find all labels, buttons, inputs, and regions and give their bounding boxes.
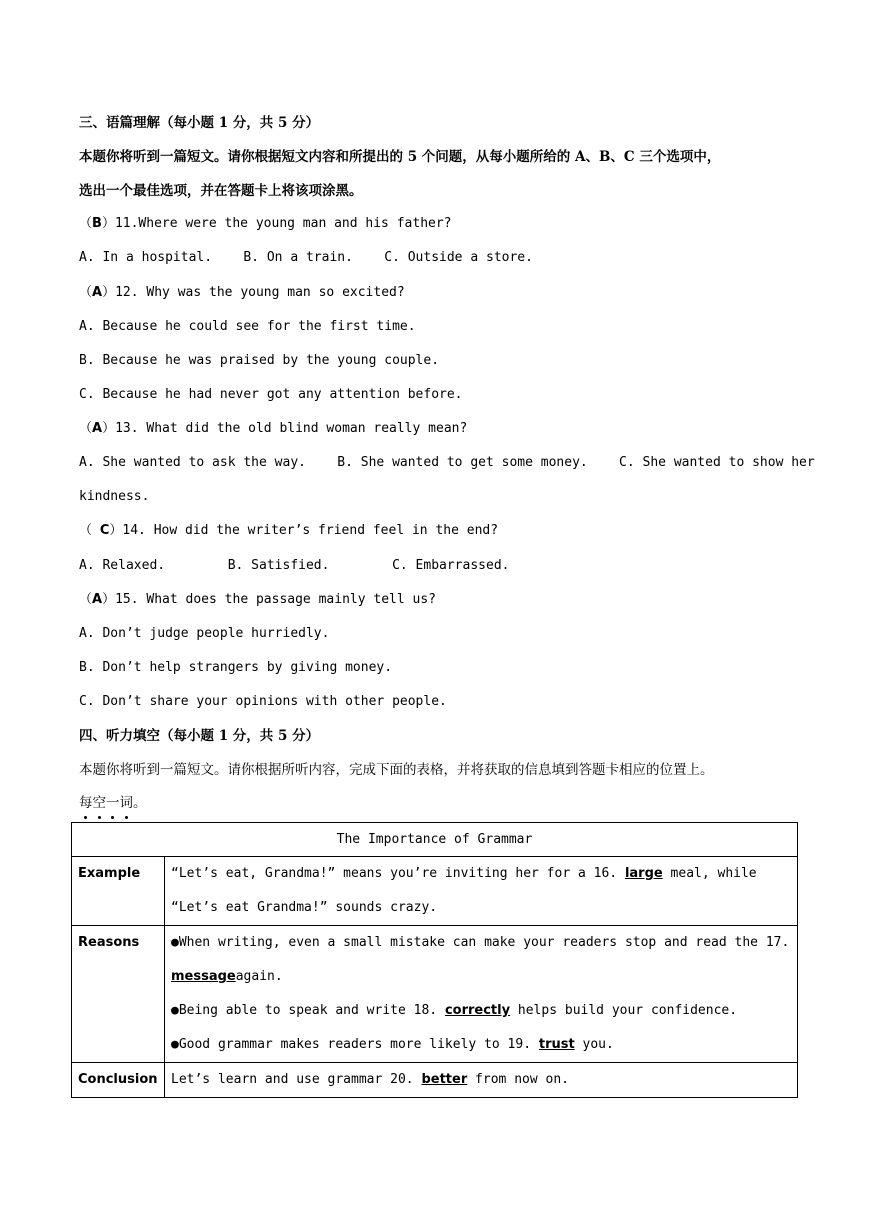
question-14	[79, 521, 498, 541]
reason-2: ●Being able to speak and write 18. correctly helps build your confidence.	[171, 1003, 738, 1018]
question-12-option-a: A. Because he could see for the first time.	[79, 319, 416, 334]
question-14-answer: C	[99, 523, 110, 538]
conclusion-line: Let’s learn and use grammar 20. better from now on.	[171, 1072, 569, 1087]
question-13	[79, 419, 467, 439]
question-11-options: A. In a hospital. B. On a train. C. Outside a store.	[79, 250, 533, 265]
question-15-option-c: C. Don’t share your opinions with other people.	[79, 694, 447, 709]
question-11-text: 11.Where were the young man and his father?	[114, 216, 452, 231]
question-14-paren-open: （	[79, 523, 100, 538]
question-14-text: 14. How did the writer’s friend feel in the end?	[122, 523, 499, 538]
answer-18: correctly	[444, 1003, 511, 1018]
emphasis-char: 每	[79, 793, 93, 813]
reason-3: ●Good grammar makes readers more likely to 19. trust you.	[171, 1037, 614, 1052]
emphasis-char: 一	[106, 793, 120, 813]
emphasis-char: 词	[120, 793, 134, 813]
section3-instruction-2: 选出一个最佳选项，并在答题卡上将该项涂黑。	[79, 183, 363, 199]
reason-1-line-2: messageagain.	[171, 969, 283, 984]
answer-17: message	[171, 969, 236, 984]
emphasis-char: 空	[93, 793, 107, 813]
question-12	[79, 283, 405, 303]
question-13-answer: A	[92, 421, 103, 436]
question-12-answer: A	[92, 285, 103, 300]
answer-19: trust	[538, 1037, 575, 1052]
section4-heading: 四、听力填空（每小题 1 分，共 5 分）	[79, 728, 320, 744]
question-15	[79, 590, 436, 610]
example-cell	[165, 857, 798, 926]
section3-heading: 三、语篇理解（每小题 1 分，共 5 分）	[79, 115, 320, 131]
question-12-text: 12. Why was the young man so excited?	[115, 285, 405, 300]
row-label-example: Example	[72, 857, 165, 926]
question-13-paren-open: （	[79, 421, 93, 436]
example-line-1: “Let’s eat, Grandma!” means you’re inviting her for a 16. large meal, while	[171, 866, 757, 881]
question-13-text: 13. What did the old blind woman really mean?	[115, 421, 468, 436]
question-11	[79, 214, 452, 234]
question-12-option-c: C. Because he had never got any attention before.	[79, 387, 463, 402]
question-12-paren-close: ）	[102, 285, 116, 300]
row-label-reasons: Reasons	[72, 926, 165, 1063]
reasons-cell	[165, 926, 798, 1063]
question-15-option-b: B. Don’t help strangers by giving money.	[79, 660, 393, 675]
section3-instruction-1: 本题你将听到一篇短文。请你根据短文内容和所提出的 5 个问题，从每小题所给的 A、B、C 三个选项中，	[79, 149, 721, 165]
reason-1-line-1: ●When writing, even a small mistake can make your readers stop and read the 17.	[171, 935, 790, 950]
answer-20: better	[421, 1072, 468, 1087]
question-12-option-b: B. Because he was praised by the young couple.	[79, 353, 440, 368]
question-15-option-a: A. Don’t judge people hurriedly.	[79, 626, 330, 641]
question-15-answer: A	[92, 592, 103, 607]
question-13-options: A. She wanted to ask the way. B. She wanted to get some money. C. She wanted to show her	[79, 455, 815, 470]
question-11-paren-close: ）	[101, 216, 115, 231]
conclusion-cell	[165, 1063, 798, 1098]
question-13-paren-close: ）	[102, 421, 116, 436]
section4-instruction-2: 每 空 一 词 。	[79, 793, 147, 813]
answer-16: large	[624, 866, 663, 881]
grammar-table	[71, 822, 798, 1098]
question-14-paren-close: ）	[109, 523, 123, 538]
question-13-options-continued: kindness.	[79, 489, 150, 504]
section4-instruction-1: 本题你将听到一篇短文。请你根据所听内容，完成下面的表格，并将获取的信息填到答题卡相应的位置上。	[79, 762, 714, 778]
example-line-2: “Let’s eat Grandma!” sounds crazy.	[171, 900, 438, 915]
question-12-paren-open: （	[79, 285, 93, 300]
question-15-text: 15. What does the passage mainly tell us?	[115, 592, 436, 607]
question-15-paren-close: ）	[102, 592, 116, 607]
table-title: The Importance of Grammar	[72, 823, 798, 857]
question-14-options: A. Relaxed. B. Satisfied. C. Embarrassed.	[79, 558, 510, 573]
question-15-paren-open: （	[79, 592, 93, 607]
question-11-paren-open: （	[79, 216, 93, 231]
question-11-answer: B	[92, 216, 102, 231]
row-label-conclusion: Conclusion	[72, 1063, 165, 1098]
